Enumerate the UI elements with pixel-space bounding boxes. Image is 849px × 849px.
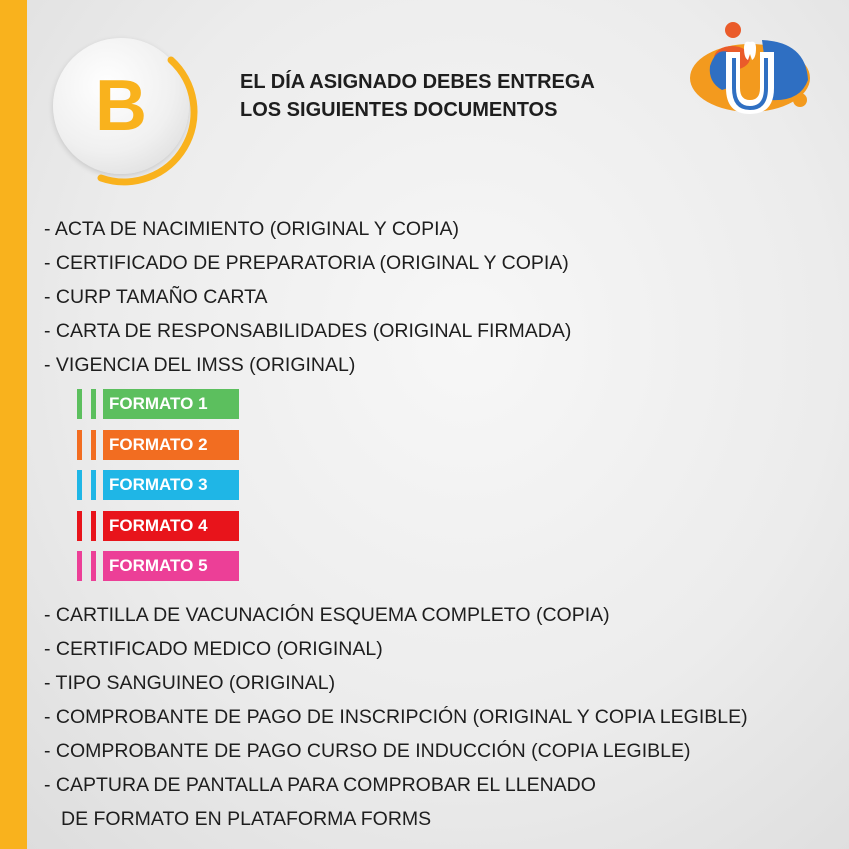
documents-list [44,212,834,836]
format-stripe [77,389,82,419]
university-logo [688,18,818,124]
format-stripe [77,470,82,500]
title-line-1: EL DÍA ASIGNADO DEBES ENTREGA [240,71,595,93]
list-item: - CERTIFICADO MEDICO (ORIGINAL) [44,638,383,660]
format-5 [77,551,239,581]
tooth-logo-icon [688,18,818,124]
format-stripe [91,551,96,581]
list-item: - COMPROBANTE DE PAGO DE INSCRIPCIÓN (ORIGINAL Y COPIA LEGIBLE) [44,706,748,728]
format-label: FORMATO 1 [103,389,239,419]
format-label: FORMATO 5 [103,551,239,581]
format-stripe [77,511,82,541]
accent-side-bar [0,0,27,849]
list-item: - CARTA DE RESPONSABILIDADES (ORIGINAL FIRMADA) [44,320,572,342]
badge-letter: B [95,66,147,146]
format-stripe [77,551,82,581]
format-2 [77,430,239,460]
list-item: - CERTIFICADO DE PREPARATORIA (ORIGINAL Y COPIA) [44,252,569,274]
list-item-continuation: DE FORMATO EN PLATAFORMA FORMS [61,808,432,830]
list-item: - CAPTURA DE PANTALLA PARA COMPROBAR EL LLENADO [44,774,596,796]
list-item: - VIGENCIA DEL IMSS (ORIGINAL) [44,354,356,376]
list-item: - COMPROBANTE DE PAGO CURSO DE INDUCCIÓN (COPIA LEGIBLE) [44,740,691,762]
list-item: - CARTILLA DE VACUNACIÓN ESQUEMA COMPLETO (COPIA) [44,604,610,626]
list-item: - TIPO SANGUINEO (ORIGINAL) [44,672,336,694]
formats-list [44,382,834,598]
format-label: FORMATO 2 [103,430,239,460]
page-title [240,68,660,124]
title-line-2: LOS SIGUIENTES DOCUMENTOS [240,99,558,121]
format-label: FORMATO 3 [103,470,239,500]
format-stripe [91,470,96,500]
format-3 [77,470,239,500]
section-badge [53,38,197,182]
list-item: - CURP TAMAÑO CARTA [44,286,268,308]
format-stripe [91,430,96,460]
format-stripe [91,511,96,541]
format-stripe [91,389,96,419]
list-item: - ACTA DE NACIMIENTO (ORIGINAL Y COPIA) [44,218,459,240]
format-label: FORMATO 4 [103,511,239,541]
format-4 [77,511,239,541]
format-stripe [77,430,82,460]
format-1 [77,389,239,419]
